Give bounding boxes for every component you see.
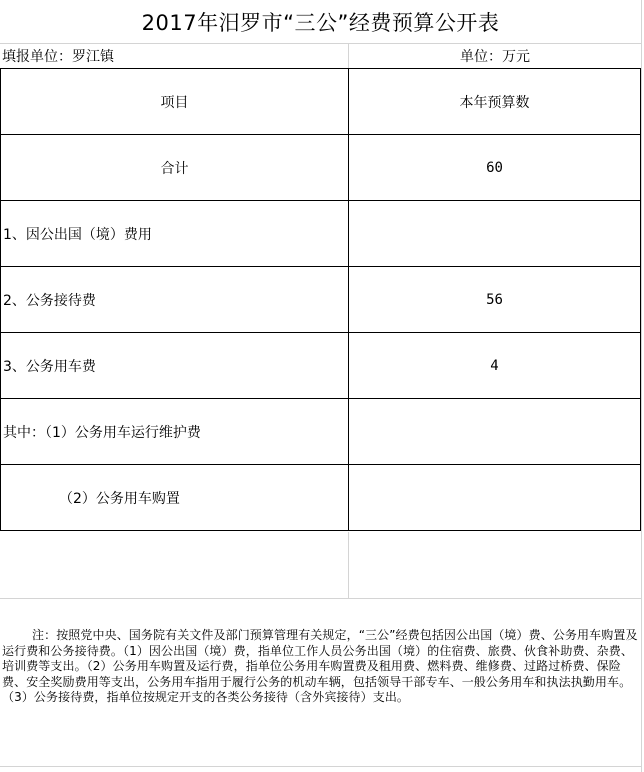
table-row [1,135,641,201]
row-value-vehicle: 4 [349,333,641,399]
row-item-vehicle-purchase: （2）公务用车购置 [1,465,349,531]
table-row [1,267,641,333]
row-item-vehicle-maintenance: 其中：（1）公务用车运行维护费 [1,399,349,465]
budget-table [0,68,641,531]
header-item: 项目 [1,69,349,135]
reporting-unit: 填报单位：罗江镇 [2,49,114,65]
row-item-total: 合计 [1,135,349,201]
empty-grid-row [0,532,641,599]
footnote: 注：按照党中央、国务院有关文件及部门预算管理有关规定，“三公”经费包括因公出国（境）费、公务用车购置及运行费和公务接待费。（1）因公出国（境）费，指单位工作人员公务出国（境）的住宿费、旅费、伙食补助费、杂费、培训费等支出。（2）公务用车购置及运行费，指单位公务用车购置费及租用费、燃料费、维修费、过路过桥费、保险费、安全奖励费用等支出，公务用车指用于履行公务的机动车辆，包括领导干部专车、一般公务用车和执法执勤用车。（3）公务接待费，指单位按规定开支的各类公务接待（含外宾接待）支出。 [2,628,638,704]
row-value-reception: 56 [349,267,641,333]
empty-grid-divider [348,532,349,598]
row-item-reception: 2、公务接待费 [1,267,349,333]
row-value-vehicle-purchase [349,465,641,531]
table-row [1,399,641,465]
table-row [1,333,641,399]
currency-unit: 单位：万元 [460,49,530,65]
row-item-vehicle: 3、公务用车费 [1,333,349,399]
row-value-vehicle-maintenance [349,399,641,465]
row-value-total: 60 [349,135,641,201]
table-row [1,465,641,531]
page-title: 2017年汨罗市“三公”经费预算公开表 [0,0,641,44]
table-header-row [1,69,641,135]
grid-bottom-line [0,766,641,767]
row-item-overseas: 1、因公出国（境）费用 [1,201,349,267]
grid-right-line [641,0,642,772]
table-row [1,201,641,267]
header-value: 本年预算数 [349,69,641,135]
row-value-overseas [349,201,641,267]
